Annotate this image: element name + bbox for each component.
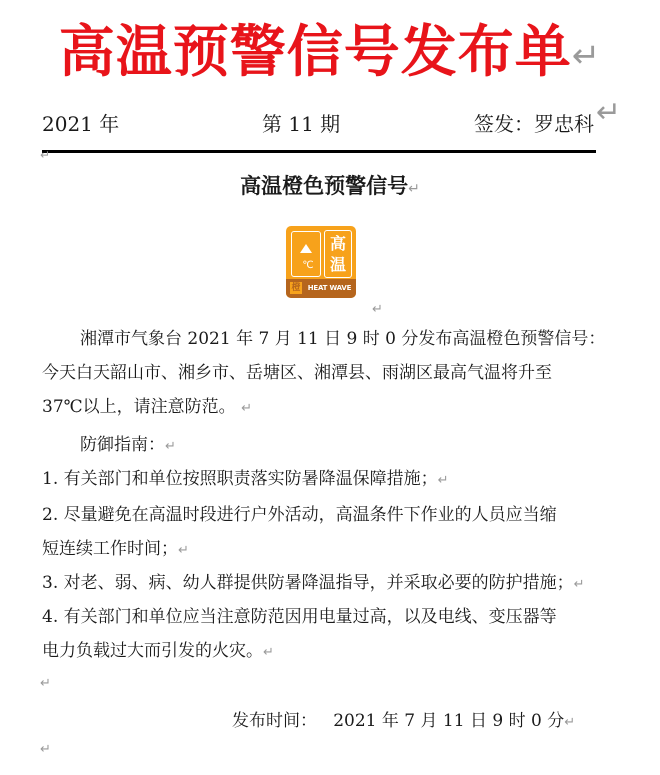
guide-item: [42, 566, 602, 602]
header-divider: [42, 150, 596, 153]
issue-number: 第 11 期: [262, 112, 341, 136]
paragraph-mark-icon: ↵: [165, 439, 176, 454]
paragraph-mark-icon: ↵: [596, 95, 622, 130]
paragraph-mark-icon: ↵: [573, 577, 585, 592]
release-time-label: 发布时间：: [232, 711, 317, 731]
paragraph-mark-icon: ↵: [178, 543, 189, 558]
guide-item-text: 电力负载过大而引发的火灾。: [42, 641, 263, 661]
sun-icon: [300, 244, 312, 253]
guide-item: 2. 尽量避免在高温时段进行户外活动，高温条件下作业的人员应当缩: [42, 505, 557, 525]
document-title: [0, 22, 660, 87]
guide-title: [80, 428, 640, 464]
paragraph-line-text: 37℃以上，请注意防范。: [42, 397, 236, 417]
signal-corner-char: 橙: [291, 283, 301, 293]
guide-item-text: 3. 对老、弱、病、幼人群提供防暑降温指导，并采取必要的防护措施；: [42, 573, 574, 593]
paragraph-mark-icon: ↵: [40, 676, 51, 691]
paragraph-line: 今天白天韶山市、湘乡市、岳塘区、湘潭县、雨湖区最高气温将升至: [42, 363, 552, 383]
guide-title-text: 防御指南：: [80, 435, 165, 455]
heat-wave-signal-icon: [286, 226, 356, 298]
guide-item-text: 短连续工作时间；: [42, 539, 178, 559]
guide-item: [42, 634, 602, 670]
paragraph-mark-icon: ↵: [571, 35, 602, 76]
notice-title: [0, 172, 660, 203]
paragraph-mark-icon: ↵: [372, 302, 383, 317]
guide-item: 4. 有关部门和单位应当注意防范因用电量过高，以及电线、变压器等: [42, 607, 557, 627]
signal-cn-label: [324, 230, 352, 278]
guide-item: [42, 532, 602, 568]
paragraph-line: [42, 390, 602, 426]
guide-item: [42, 462, 602, 498]
signal-cn-top: 高: [329, 234, 346, 253]
paragraph-mark-icon: ↵: [241, 401, 252, 416]
paragraph-mark-icon: ↵: [437, 473, 449, 488]
signal-en-label: HEAT WAVE: [307, 284, 352, 292]
paragraph-mark-icon: ↵: [564, 715, 576, 730]
degree-label: ℃: [302, 260, 314, 271]
document-title-text: 高温预警信号发布单: [58, 20, 572, 85]
thermometer-icon: [291, 231, 321, 277]
paragraph-line: 湘潭市气象台 2021 年 7 月 11 日 9 时 0 分发布高温橙色预警信号：: [80, 329, 606, 349]
paragraph-mark-icon: ↵: [408, 181, 420, 197]
signed-by: 签发：罗忠科: [474, 112, 594, 136]
release-time-value: 2021 年 7 月 11 日 9 时 0 分: [333, 711, 565, 731]
paragraph-mark-icon: ↵: [40, 742, 51, 757]
paragraph-mark-icon: ↵: [40, 148, 51, 162]
paragraph-mark-icon: ↵: [263, 645, 274, 660]
release-time: [232, 704, 575, 740]
issue-year: 2021 年: [42, 112, 120, 136]
notice-title-text: 高温橙色预警信号: [240, 173, 409, 198]
guide-item-text: 1. 有关部门和单位按照职责落实防暑降温保障措施；: [42, 469, 438, 489]
signal-band: [286, 279, 356, 298]
signal-cn-bottom: 温: [329, 255, 346, 274]
